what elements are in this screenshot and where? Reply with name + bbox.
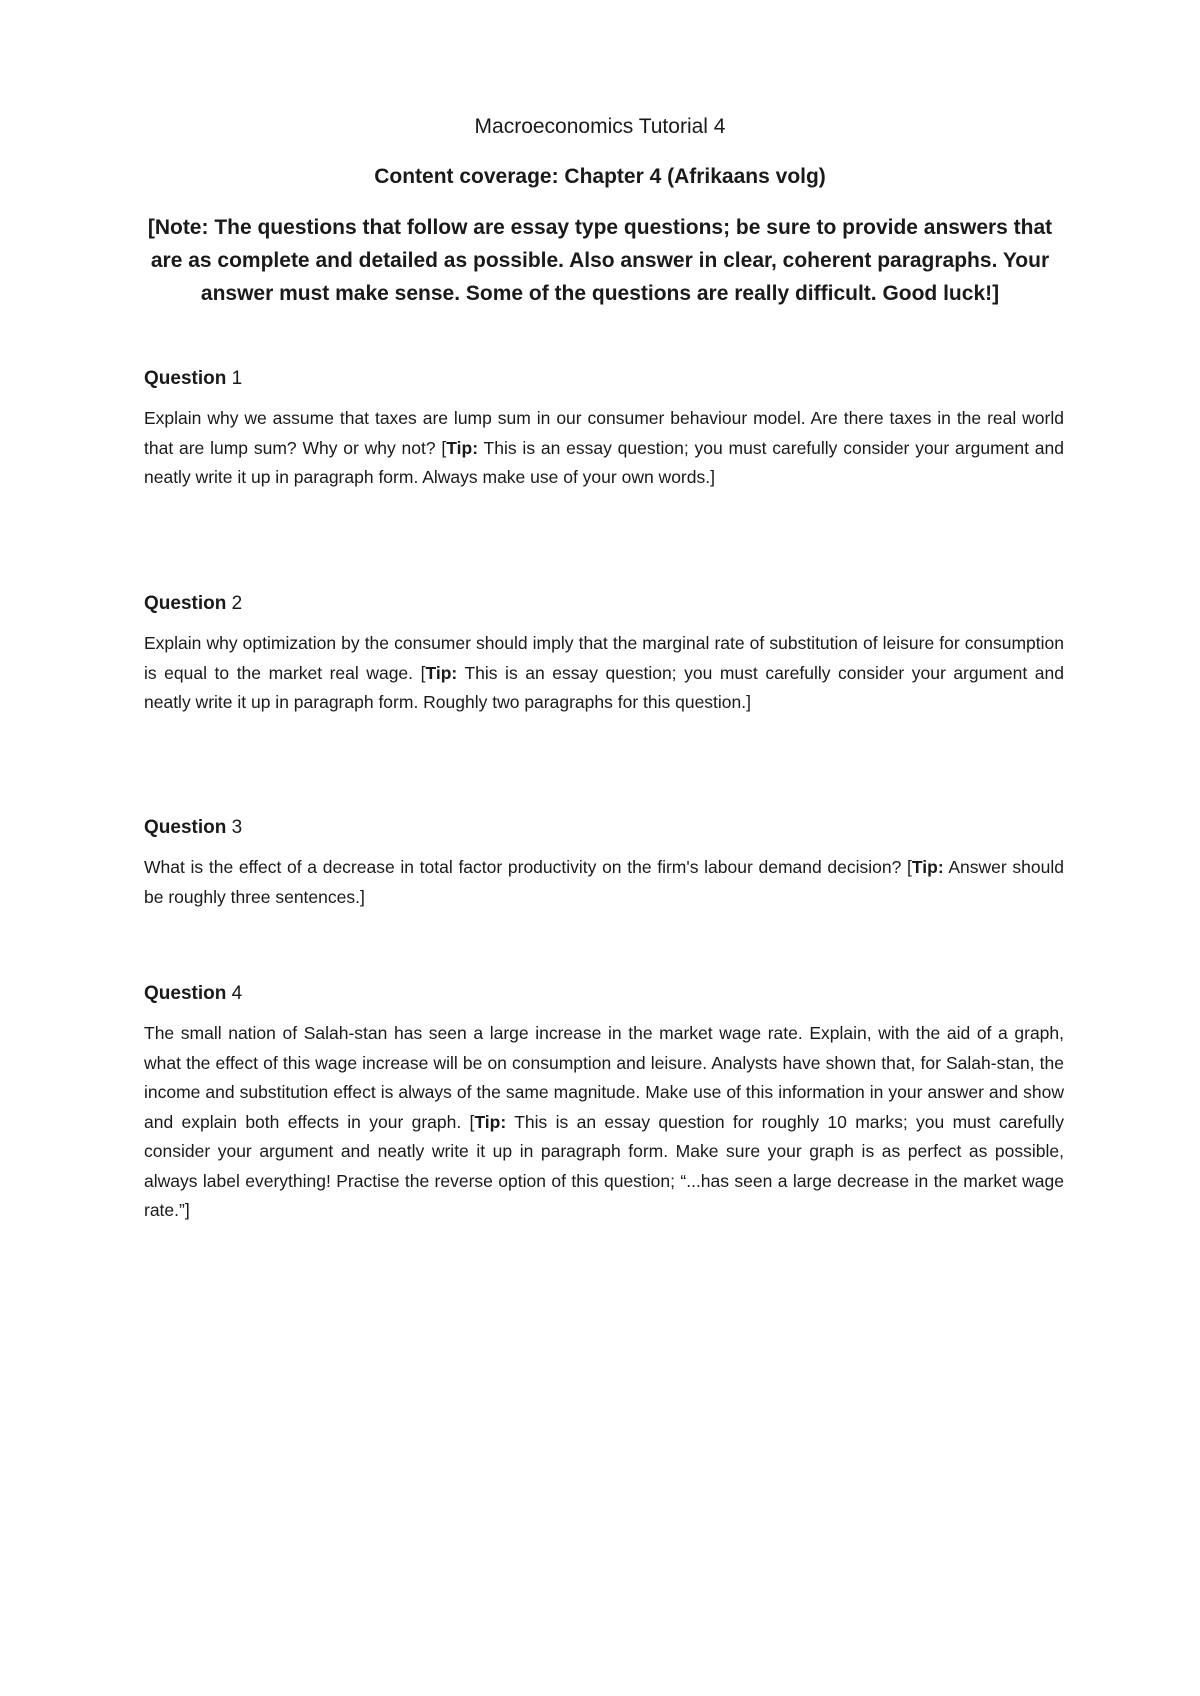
question-text: What is the effect of a decrease in total factor productivity on the firm's labour demand decision? [ <box>144 857 912 877</box>
question-text: Explain why optimization by the consumer should imply that the marginal rate of substitution of leisure for consumption is equal to the market real wage. [ <box>144 633 1064 683</box>
tip-text: This is an essay question; you must carefully consider your argument and neatly write it up in paragraph form. Roughly two paragraphs for this question.] <box>144 662 1065 712</box>
tip-label: Tip: <box>911 857 944 877</box>
tip-text: Answer should be roughly three sentences.] <box>144 857 1064 907</box>
instructions-note: [Note: The questions that follow are essay type questions; be sure to provide answers that are as complete and detailed as possible. Also answer in clear, coherent paragraphs. Your answer must make sense. Some of the questions are really difficult. Good luck!] <box>147 216 1053 305</box>
tip-text: This is an essay question for roughly 10 marks; you must carefully consider your argument and neatly write it up in paragraph form. Make sure your graph is as perfect as possible, always label everything! Practise the reverse option of this question; “...has seen a large decrease in the market wage rate.”] <box>144 1111 1065 1220</box>
tip-label: Tip: <box>425 662 458 683</box>
question-4 <box>144 983 1064 1226</box>
question-heading-word: Question <box>144 593 227 614</box>
question-text: The small nation of Salah-stan has seen a large increase in the market wage rate. Explain, with the aid of a graph, what the effect of this wage increase will be on consumption and leisure. Analysts have shown that, for Salah-stan, the income and substitution effect is always of the same magnitude. Make use of this information in your answer and show and explain both effects in your graph. [ <box>144 1023 1064 1132</box>
question-body <box>144 404 1064 493</box>
question-heading-word: Question <box>144 368 227 389</box>
question-heading <box>144 593 1064 615</box>
question-1 <box>144 368 1064 493</box>
page-title: Macroeconomics Tutorial 4 <box>474 115 726 138</box>
question-3 <box>144 817 1064 912</box>
question-body <box>144 629 1064 718</box>
question-heading-word: Question <box>144 817 227 838</box>
tip-label: Tip: <box>474 1111 507 1132</box>
question-body <box>144 853 1064 912</box>
tip-label: Tip: <box>446 437 479 458</box>
tip-text: This is an essay question; you must carefully consider your argument and neatly write it up in paragraph form. Always make use of your own words.] <box>144 437 1064 487</box>
question-heading-number: 3 <box>231 817 243 838</box>
question-2 <box>144 593 1064 718</box>
question-heading <box>144 983 1064 1005</box>
question-heading-word: Question <box>144 983 227 1004</box>
question-heading-number: 1 <box>231 368 243 389</box>
content-coverage: Content coverage: Chapter 4 (Afrikaans volg) <box>374 165 826 188</box>
question-heading <box>144 368 1064 390</box>
question-heading <box>144 817 1064 839</box>
question-text: Explain why we assume that taxes are lump sum in our consumer behaviour model. Are there taxes in the real world that are lump sum? Why or why not? [ <box>144 408 1064 458</box>
question-body <box>144 1019 1064 1226</box>
question-heading-number: 4 <box>231 983 243 1004</box>
question-heading-number: 2 <box>231 593 243 614</box>
